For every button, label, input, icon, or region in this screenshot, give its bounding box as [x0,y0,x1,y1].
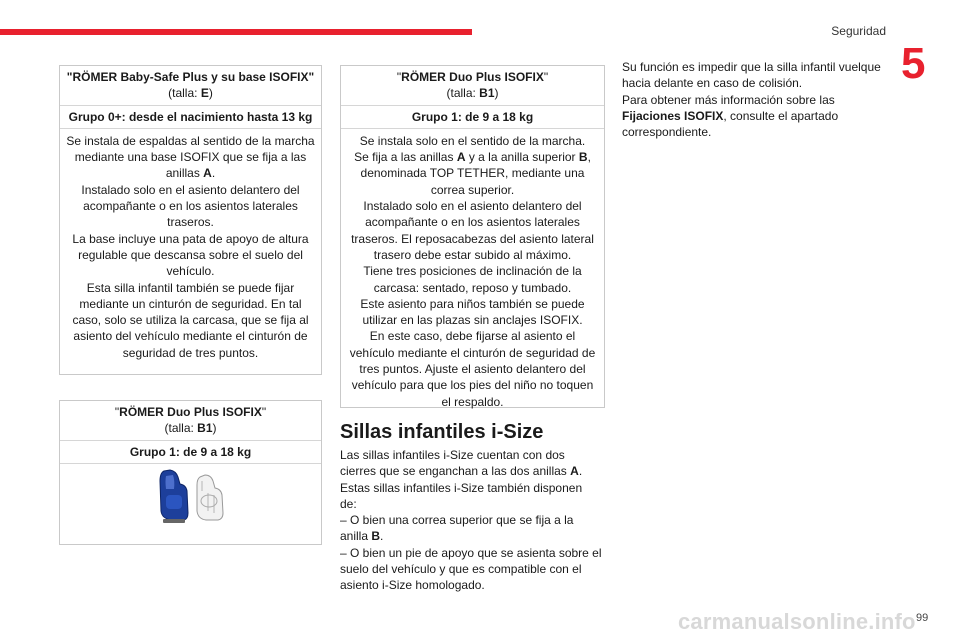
quote: " [114,405,120,419]
desc-bold: A [456,150,466,165]
body-text: . [380,529,384,544]
chapter-number: 5 [901,39,926,88]
body-bold: B [371,529,381,544]
box-title: RÖMER Duo Plus ISOFIX [119,405,262,419]
isize-body [340,447,602,594]
desc-text: Se fija a las anillas [354,150,457,165]
group-cell [341,106,604,129]
size-suffix: ) [494,86,499,101]
box-title: RÖMER Duo Plus ISOFIX [401,70,544,84]
size-prefix: (talla: [446,86,480,101]
size-value: B1 [479,86,495,101]
page-number: 99 [916,612,929,624]
size-prefix: (talla: [168,86,201,101]
desc-text: y a la anilla superior [465,150,579,165]
body-text: – O bien un pie de apoyo que se asienta sobre el suelo del vehículo y que es compatible con el asiento i-Size homologado. [340,545,602,593]
size-value: E [200,86,209,101]
desc-text: Esta silla infantil también se puede fijar mediante un cinturón de seguridad. En tal caso, solo se utiliza la carcasa, que se fija al asiento del vehículo mediante el cinturón de seguridad de tres puntos. [72,280,309,360]
group-cell [60,106,321,129]
desc-text: Se instala solo en el sentido de la marcha. [359,133,586,148]
size-prefix: (talla: [164,421,198,436]
outline-seat-icon [197,475,223,520]
group-label: Grupo 1: de 9 a 18 kg [411,109,534,124]
watermark: carmanualsonline.info [678,609,916,634]
desc-text: Tiene tres posiciones de inclinación de la carcasa: sentado, reposo y tumbado. [363,264,582,295]
body-text: Para obtener más información sobre las [622,92,835,107]
desc-text: , denominada TOP TETHER, mediante una correa superior. [360,150,591,197]
romer-duo-plus-image-box [59,400,322,545]
romer-baby-safe-box [59,65,322,375]
size-suffix: ) [212,421,217,436]
desc-bold: A [203,166,212,181]
description-cell [60,129,321,364]
body-text: Las sillas infantiles i-Size cuentan con dos cierres que se enganchan a las dos anillas [340,448,571,479]
desc-text: La base incluye una pata de apoyo de altura regulable que descansa sobre el suelo del vehículo. [72,231,309,279]
desc-end: . [211,166,216,181]
box-title: "RÖMER Baby-Safe Plus y su base ISOFIX" [66,70,315,84]
desc-text: Se instala de espaldas al sentido de la marcha mediante una base ISOFIX que se fija a las anillas [66,133,315,181]
box-title-cell [60,66,321,106]
quote: " [261,405,267,419]
group-cell [60,441,321,464]
desc-bold: B [578,150,588,165]
right-column-text [622,59,892,140]
body-bold: A [570,464,579,479]
isize-heading: Sillas infantiles i-Size [340,421,544,443]
section-title: Seguridad [831,24,886,38]
seat-illustration-cell [60,464,321,530]
child-seat-illustration [154,467,228,527]
box-title-cell [341,66,604,106]
desc-text: Este asiento para niños también se puede utilizar en las plazas sin anclajes ISOFIX. [360,296,585,328]
desc-text: Instalado solo en el asiento delantero del acompañante o en los asientos laterales traseros. El reposacabezas del asiento lateral trasero debe estar subido al máximo. [351,199,594,262]
desc-text: Instalado solo en el asiento delantero del acompañante o en los asientos laterales traseros. [81,182,300,230]
body-text: , consulte el apartado correspondiente. [622,108,839,140]
body-text: – O bien una correa superior que se fija a la anilla [340,513,574,544]
quote: " [543,70,549,84]
group-label: Grupo 1: de 9 a 18 kg [129,444,252,459]
quote: " [396,70,402,84]
header-accent-bar [0,29,472,35]
blue-child-seat-icon [160,470,188,523]
isofix-reference: Fijaciones ISOFIX [622,108,724,123]
description-cell [341,129,604,413]
romer-duo-plus-text-box [340,65,605,408]
desc-text: En este caso, debe fijarse al asiento el vehículo mediante el cinturón de seguridad de tres puntos. Ajuste el asiento delantero del vehículo para que los pies del niño no toquen el respaldo. [349,329,596,409]
box-title-cell [60,401,321,441]
body-text: Su función es impedir que la silla infantil vuelque hacia delante en caso de colisión. [622,60,881,91]
body-text: . [578,464,583,479]
body-text: Estas sillas infantiles i-Size también disponen de: [340,480,583,511]
group-label: Grupo 0+: desde el nacimiento hasta 13 kg [68,109,313,124]
size-suffix: ) [208,86,213,101]
size-value: B1 [197,421,213,436]
